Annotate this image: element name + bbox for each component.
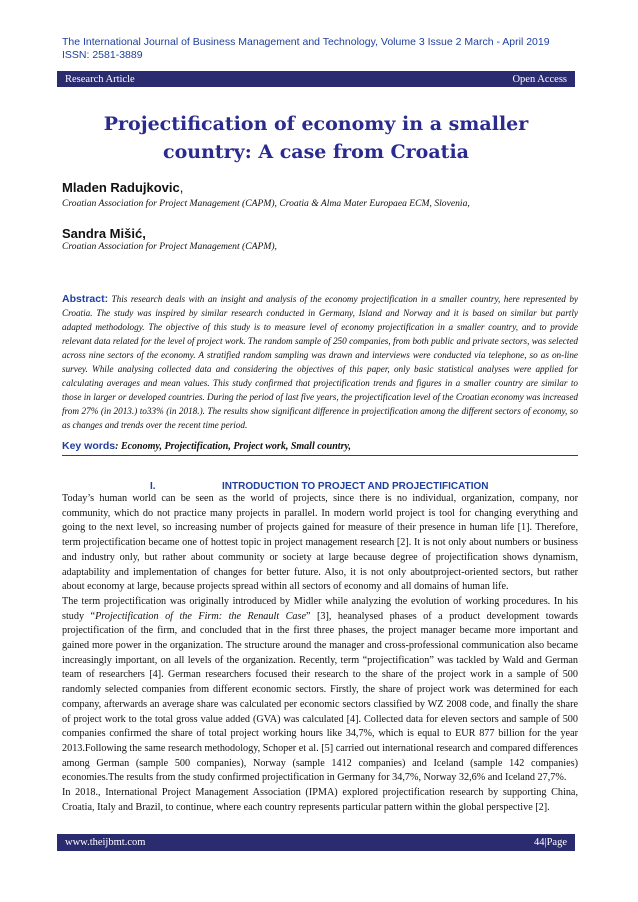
author-affiliation: Croatian Association for Project Management (CAPM), [62,241,277,252]
study-title: Projectification of the Firm: the Renault Case [95,610,306,622]
section-number: I. [150,481,156,492]
body-text [62,492,578,815]
journal-header [62,36,582,62]
author-name: Mladen Radujkovic, [62,180,184,195]
paragraph: The term projectification was originally introduced by Midler while analyzing the evolution of working procedures. In his study “Projectification of the Firm: the Renault Case” [3], heanalysed phases of a product development towards projectification of the firm, and concluded that in the first three phases, the project manager became more important and gained more power in the organization. The structure around the manager and cross-professional communication also became increasingly important, on all levels of the organization. Recently, term “projectification” was tackled by Wald and German team of researchers [4]. German researchers focused their research to the share of the project work in a sample of 500 randomly selected companies from different economic sectors. Firstly, the share of project work was determined for each company, afterwards an average share was calculated per economic sectors classified by WZ 2008 code, and finally the share of project work to the total gross value added (GVA) was calculated [4]. Collected data for eleven sectors and sample of 500 companies confirmed the share of total project working hours like 34,7%, which is equal to EUR 877 billion for the year 2013.Following the same research methodology, Schoper et al. [5] carried out international research and compared differences among German (sample 500 companies), Norway (sample 1412 companies) and Iceland (sample 142 companies) economies.The results from the study confirmed projectification in Germany for 34,7%, Norway 32,6% and Iceland 27,7%. [62,595,578,784]
article-type-label: Research Article [65,73,135,85]
paper-title: Projectification of economy in a smaller country: A case from Croatia [103,113,529,163]
section-title: INTRODUCTION TO PROJECT AND PROJECTIFICATION [222,481,489,492]
page-number: 44|Page [533,837,567,848]
footer-bar [57,834,575,851]
paragraph: Today’s human world can be seen as the world of projects, since there is no individual, organization, company, nor community, which do not practice many projects in parallel. In modern world project is tool for changing everything and going to the next level, so increasing number of projects gained for measure of their presence in human life [1]. Therefore, term projectification became one of hottest topic in project management research [2]. It is not only about numbers or business and industry only, but rather about community or society at large because degree of projectification shows dynamism, adaptability and implementation of changes for better future. Also, it is not only aboutproject-oriented sectors, but rather about economy at large, because projects spread within all sectors of economy and all domains of human life. [62,493,578,593]
journal-citation: The International Journal of Business Management and Technology, Volume 3 Issue 2 March - April 2019 [62,36,550,48]
abstract-text: This research deals with an insight and analysis of the economy projectification in a smaller country, here represented by Croatia. The study was inspired by similar research conducted in Germany, Island and Norway and it is based on similar but partly adapted methodology. The objective of this study is to measure level of economy projectification in a smaller country, and to provide relevant data related for the level of project work. The random sample of 250 companies, from both public and private sectors, was selected across nine sectors of the economy. A stratified random sampling was drawn and interviews were conducted via telephone, so as on-line survey. While analysing collected data and considering the objectives of this paper, only basic statistical analyses were applied for calculating averages and mean values. This study confirmed that projectification trends and figures in a smaller country are similar to those in larger or developed countries. During the period of last five years, the projectification level of the Croatian economy was increased from 27% (in 2013.) to33% (in 2018.). The results show significant difference in projectification among the different sectors of economy, so as changes and trends over the recent time period. [62,294,578,430]
journal-url[interactable]: www.theijbmt.com [65,837,146,848]
abstract-label: Abstract: [62,293,109,305]
author-affiliation: Croatian Association for Project Management (CAPM), Croatia & Alma Mater Europaea ECM, Slovenia, [62,198,470,209]
author-name: Sandra Mišić, [62,226,146,241]
paragraph: In 2018., International Project Management Association (IPMA) explored projectification research by supporting China, Croatia, Italy and Brazil, to continue, where each country represents particular pattern within the global perspective [2]. [62,787,578,813]
keywords [62,440,578,452]
article-type-bar [57,71,575,87]
keywords-label: Key words [62,440,116,452]
divider [62,455,578,456]
abstract [62,292,578,432]
journal-issn: ISSN: 2581-3889 [62,49,143,61]
open-access-label: Open Access [512,73,567,85]
keywords-text: : Economy, Projectification, Project work, Small country, [115,441,352,452]
